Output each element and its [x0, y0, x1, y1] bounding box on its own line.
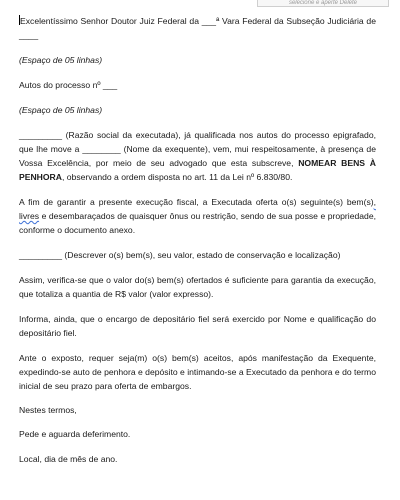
paragraph-nomination-bold: NOMEAR BENS À PENHORA: [19, 158, 376, 182]
document-body[interactable]: [19, 14, 376, 466]
paragraph-assets-description: _________ (Descrever o(s) bem(s), seu valor, estado de conservação e localização): [19, 250, 341, 260]
court-header: [19, 14, 376, 42]
paragraph-depositary: Informa, ainda, que o encargo de depositário fiel será exercido por Nome e qualificação do depositário fiel.: [19, 314, 376, 338]
court-header-text: Excelentíssimo Senhor Doutor Juiz Federal da ___ª Vara Federal da Subseção Judiciária de ____: [19, 16, 376, 40]
process-number: Autos do processo nº ___: [19, 80, 118, 90]
paragraph-assets-offer: [19, 195, 376, 237]
spacing-note-1: (Espaço de 05 linhas): [19, 55, 103, 65]
paragraph-sufficiency: Assim, verifica-se que o valor do(s) bem(s) ofertados é suficiente para garantia da execução, que totaliza a quantia de R$ valor (valor expresso).: [19, 275, 376, 299]
paragraph-nomination-a: _________ (Razão social da executada), já qualificada nos autos do processo epigrafado, que lhe move a ________ (Nome da exequente), vem, mui respeitosamente, à presença de Vossa Excelência, por meio de seu advogado que esta subscreve,: [19, 130, 376, 168]
paragraph-request: Ante o exposto, requer seja(m) o(s) bem(s) aceitos, após manifestação da Exequente, expedindo-se auto de penhora e depósito e intimando-se a Executado da penhora e do termo inicial de seu prazo para oferta de embargos.: [19, 353, 376, 391]
paragraph-assets-offer-a: A fim de garantir a presente execução fiscal, a Executada oferta o(s) seguinte(s) bem(s): [19, 197, 374, 207]
paragraph-assets-offer-b: e desembaraçados de quaisquer ônus ou restrição, sendo de sua posse e propriedade, conforme o documento anexo.: [19, 211, 376, 235]
paragraph-nomination-b: , observando a ordem disposta no art. 11 da Lei nº 6.830/80.: [61, 172, 293, 182]
closing-terms: Nestes termos,: [19, 405, 77, 415]
delete-hint-box: [257, 0, 389, 7]
delete-hint-text: selecione e aperte Delete: [288, 0, 358, 6]
closing-request: Pede e aguarda deferimento.: [19, 429, 131, 439]
place-and-date: Local, dia de mês de ano.: [19, 454, 118, 464]
spacing-note-2: (Espaço de 05 linhas): [19, 105, 103, 115]
paragraph-nomination: [19, 128, 376, 184]
spellcheck-marked-text[interactable]: , livres: [19, 197, 376, 221]
